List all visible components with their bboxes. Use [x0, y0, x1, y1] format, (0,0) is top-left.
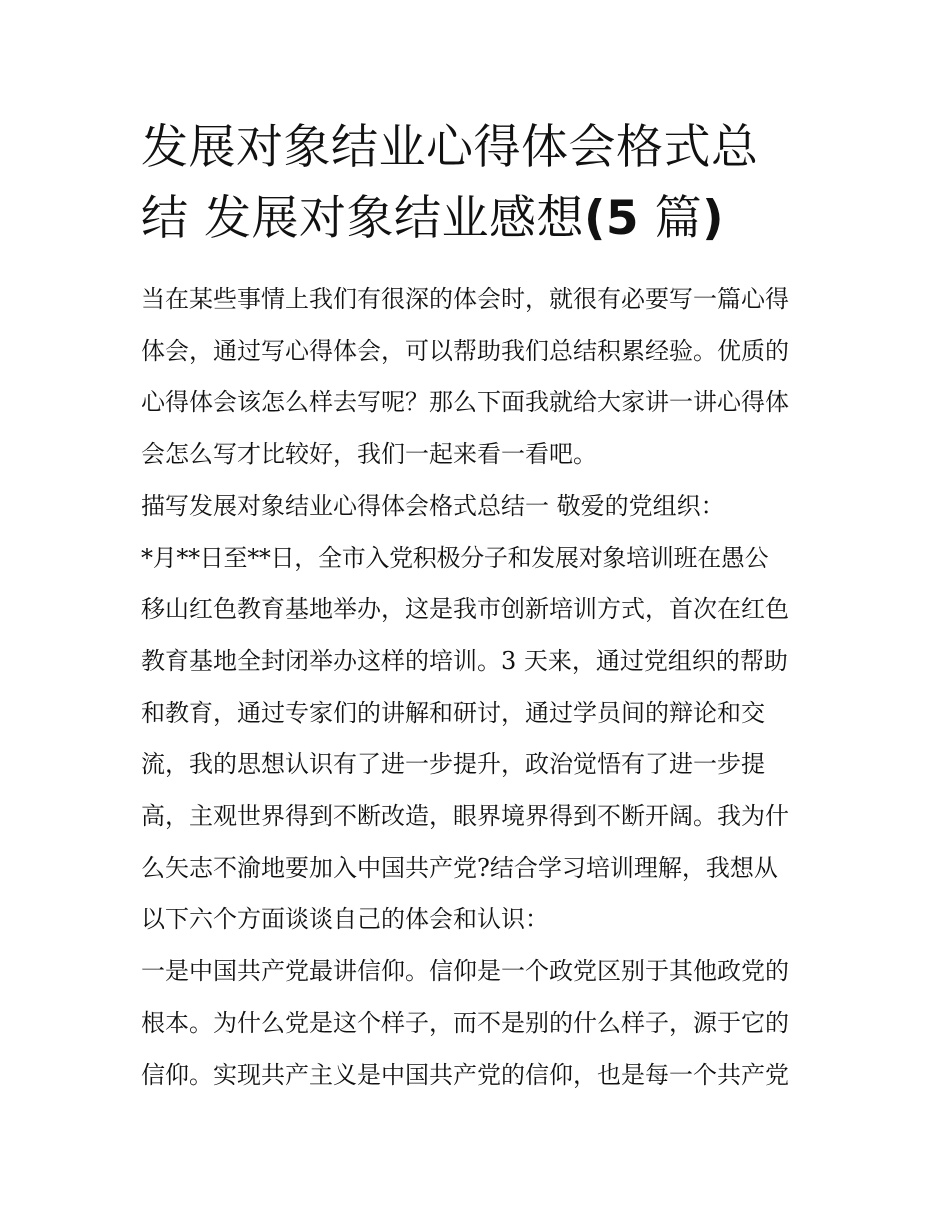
title-line-2: 结 发展对象结业感想: [141, 191, 584, 246]
title-count-unit: 篇: [639, 191, 703, 246]
body-line: 心得体会该怎么样去写呢？那么下面我就给大家讲一讲心得体: [141, 388, 789, 417]
body-line: 和教育，通过专家们的讲解和研讨，通过学员间的辩论和交: [141, 698, 765, 727]
body-line: *月**日至**日，全市入党积极分子和发展对象培训班在愚公: [141, 543, 769, 572]
body-line: 会怎么写才比较好，我们一起来看一看吧。: [141, 440, 597, 469]
body-line: 信仰。实现共产主义是中国共产党的信仰，也是每一个共产党: [141, 1060, 789, 1089]
body-line: 教育基地全封闭举办这样的培训。3 天来，通过党组织的帮助: [141, 646, 788, 675]
body-line: 流，我的思想认识有了进一步提升，政治觉悟有了进一步提: [141, 750, 765, 779]
body-line: 么矢志不渝地要加入中国共产党?结合学习培训理解，我想从: [141, 853, 778, 882]
document-content: [141, 112, 813, 1101]
title-line-1: 发展对象结业心得体会格式总: [141, 120, 759, 175]
body-line: 体会，通过写心得体会，可以帮助我们总结积累经验。优质的: [141, 336, 789, 365]
section-heading-line: 描写发展对象结业心得体会格式总结一 敬爱的党组织：: [141, 491, 725, 520]
document-title: [141, 112, 813, 254]
body-line: 高，主观世界得到不断改造，眼界境界得到不断开阔。我为什: [141, 802, 789, 831]
body-line: 根本。为什么党是这个样子，而不是别的什么样子，源于它的: [141, 1008, 789, 1037]
document-body: [141, 274, 813, 1101]
body-line: 移山红色教育基地举办，这是我市创新培训方式，首次在红色: [141, 595, 789, 624]
title-count-open: (5: [583, 191, 640, 246]
body-line: 以下六个方面谈谈自己的体会和认识：: [141, 905, 549, 934]
title-count-close: ): [702, 191, 725, 246]
body-line: 一是中国共产党最讲信仰。信仰是一个政党区别于其他政党的: [141, 957, 789, 986]
body-line: 当在某些事情上我们有很深的体会时，就很有必要写一篇心得: [141, 285, 789, 313]
